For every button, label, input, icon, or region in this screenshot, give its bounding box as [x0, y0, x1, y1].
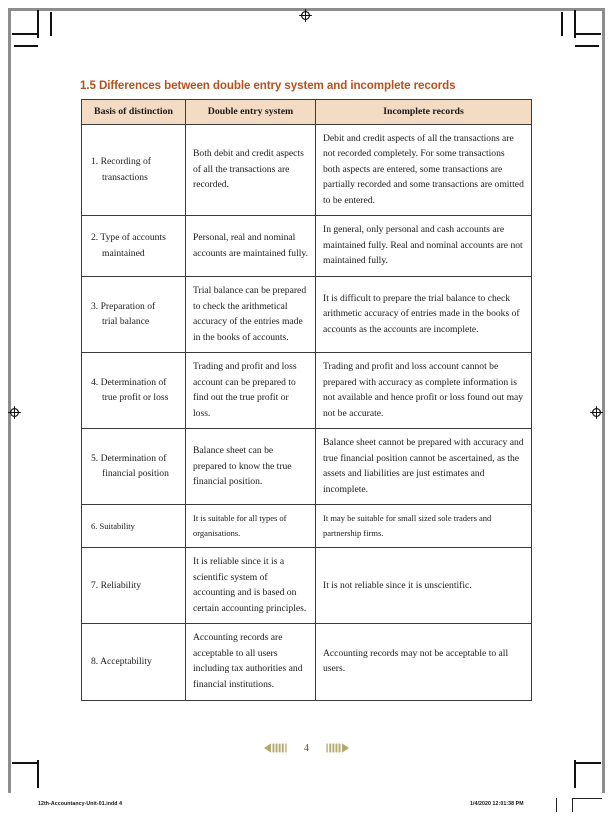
cell-incomplete-records: Balance sheet cannot be prepared with accuracy and true financial position cannot be ascertained, as the assets and liabilities are just estimates and incomplete.: [316, 429, 532, 505]
basis-line-2: true profit or loss: [102, 392, 169, 404]
basis-line-1: 4. Determination of: [91, 376, 167, 388]
right-arrow-ornament-icon: [319, 742, 349, 754]
cell-double-entry: Accounting records are acceptable to all users including tax authorities and financial institutions.: [186, 624, 316, 700]
table-row: [82, 277, 532, 353]
table-header-row-group: [82, 100, 532, 125]
table-row: [82, 353, 532, 429]
cell-incomplete-records: Accounting records may not be acceptable to all users.: [316, 624, 532, 700]
table-body: [82, 124, 532, 700]
cell-double-entry: Both debit and credit aspects of all the transactions are recorded.: [186, 124, 316, 216]
page-number: 4: [304, 742, 309, 754]
slug-divider-2: [572, 798, 573, 812]
basis-line-1: 2. Type of accounts: [91, 232, 166, 244]
basis-line-1: 1. Recording of: [91, 156, 151, 168]
column-header-basis: Basis of distinction: [82, 100, 186, 125]
basis-line-2: transactions: [102, 171, 148, 183]
basis-line-2: trial balance: [102, 316, 150, 328]
left-arrow-ornament-icon: [264, 742, 294, 754]
comparison-table: [81, 99, 532, 701]
cell-incomplete-records: Trading and profit and loss account cannot be prepared with accuracy as complete information is not available and hence profit or loss found out may not be accurate.: [316, 353, 532, 429]
cell-incomplete-records: Debit and credit aspects of all the transactions are not recorded completely. For some transactions both aspects are entered, some transactions are partially recorded and some transactions are omitted to be entered.: [316, 124, 532, 216]
basis-line-1: 3. Preparation of: [91, 300, 156, 312]
section-heading: 1.5 Differences between double entry system and incomplete records: [80, 79, 456, 92]
basis-line-2: financial position: [102, 468, 169, 480]
basis-line-1: 7. Reliability: [91, 579, 142, 591]
basis-line-1: 8. Acceptability: [91, 655, 152, 667]
slug-divider-1: [556, 798, 557, 812]
slug-timestamp: 1/4/2020 12:01:38 PM: [470, 801, 524, 807]
slug-divider-3: [572, 798, 602, 799]
cell-basis: [82, 124, 186, 216]
cell-double-entry: Personal, real and nominal accounts are maintained fully.: [186, 216, 316, 277]
slug-file-name: 12th-Accountancy-Unit-01.indd 4: [38, 801, 123, 807]
column-header-double-entry: Double entry system: [186, 100, 316, 125]
cell-incomplete-records: It may be suitable for small sized sole traders and partnership firms.: [316, 505, 532, 548]
table-row: [82, 505, 532, 548]
page-footer: [0, 741, 613, 761]
table-row: [82, 624, 532, 700]
cell-basis: [82, 429, 186, 505]
cell-double-entry: Balance sheet can be prepared to know the true financial position.: [186, 429, 316, 505]
cell-basis: [82, 548, 186, 624]
table-row: [82, 124, 532, 216]
cell-incomplete-records: In general, only personal and cash accounts are maintained fully. Real and nominal accounts are not maintained fully.: [316, 216, 532, 277]
cell-basis: [82, 216, 186, 277]
column-header-incomplete-records: Incomplete records: [316, 100, 532, 125]
footer-ornament-group: [264, 742, 349, 754]
cell-double-entry: Trial balance can be prepared to check the arithmetical accuracy of the entries made in the books of accounts.: [186, 277, 316, 353]
cell-double-entry: It is reliable since it is a scientific system of accounting and is based on certain accounting principles.: [186, 548, 316, 624]
table-row: [82, 548, 532, 624]
cell-incomplete-records: It is not reliable since it is unscientific.: [316, 548, 532, 624]
basis-line-1: 6. Suitability: [91, 520, 135, 531]
table-header-row: [82, 100, 532, 125]
cell-basis: [82, 624, 186, 700]
cell-double-entry: Trading and profit and loss account can be prepared to find out the true profit or loss.: [186, 353, 316, 429]
basis-line-1: 5. Determination of: [91, 452, 167, 464]
basis-line-2: maintained: [102, 247, 145, 259]
cell-basis: [82, 353, 186, 429]
cell-incomplete-records: It is difficult to prepare the trial balance to check arithmetic accuracy of entries made in the books of accounts as the accounts are incomplete.: [316, 277, 532, 353]
cell-basis: [82, 505, 186, 548]
cell-basis: [82, 277, 186, 353]
table-row: [82, 429, 532, 505]
cell-double-entry: It is suitable for all types of organisations.: [186, 505, 316, 548]
table-row: [82, 216, 532, 277]
